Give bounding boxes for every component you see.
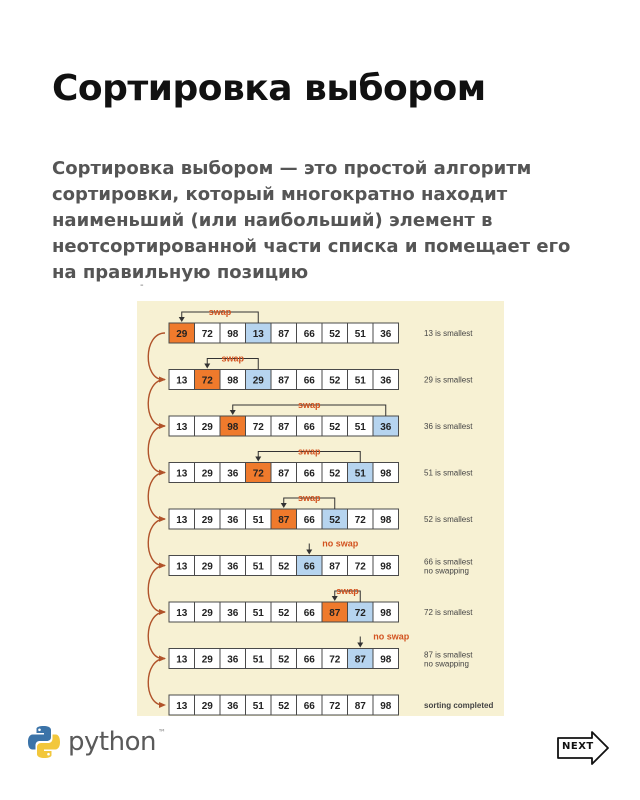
- cell-value: 29: [201, 468, 213, 480]
- cell-value: 51: [252, 654, 264, 666]
- cell-value: 87: [354, 701, 366, 712]
- row-note: sorting completed: [424, 701, 494, 710]
- row-note: 51 is smallest: [424, 468, 473, 478]
- cell-value: 72: [329, 701, 341, 712]
- cell-value: 13: [176, 422, 188, 433]
- cell-value: 29: [201, 608, 213, 619]
- cell-value: 66: [303, 608, 315, 619]
- swap-label: swap: [208, 307, 232, 317]
- cell-value: 29: [201, 654, 213, 666]
- cell-value: 36: [380, 329, 392, 340]
- swap-label: swap: [297, 400, 321, 410]
- cell-value: 52: [278, 561, 290, 573]
- cell-value: 29: [176, 329, 188, 340]
- swap-arrowhead: [204, 364, 210, 369]
- cell-value: 66: [303, 422, 315, 433]
- description-paragraph: Сортировка выбором — это простой алгоритм сортировки, который многократно находит наименьший (или наибольший) элемент в неотсортированной части списка и помещает его на правильную позицию: [52, 158, 571, 283]
- cell-value: 87: [278, 375, 290, 387]
- cell-value: 51: [252, 701, 264, 712]
- cell-value: 72: [354, 561, 366, 573]
- cell-value: 98: [227, 329, 239, 340]
- swap-label: swap: [221, 353, 245, 364]
- noswap-label: no swap: [322, 538, 359, 549]
- cell-value: 52: [329, 468, 341, 480]
- cell-value: 98: [380, 561, 392, 573]
- row-note: no swapping: [424, 566, 469, 576]
- cell-value: 29: [201, 701, 213, 712]
- cell-value: 87: [278, 329, 290, 340]
- python-wordmark: python: [68, 727, 156, 757]
- noswap-arrowhead: [357, 643, 363, 648]
- row-connector: [148, 426, 165, 473]
- cell-value: 29: [252, 375, 264, 387]
- row-connector: [148, 519, 165, 566]
- selection-sort-diagram: [137, 301, 504, 716]
- cell-value: 29: [201, 422, 213, 433]
- cell-value: 52: [278, 701, 290, 712]
- cell-value: 72: [201, 375, 213, 387]
- python-logo: [26, 724, 166, 760]
- row-connector: [148, 659, 165, 706]
- cell-value: 29: [201, 515, 213, 526]
- cell-value: 13: [252, 329, 264, 340]
- cell-value: 66: [303, 654, 315, 666]
- cell-value: 36: [227, 654, 239, 666]
- row-connector: [148, 380, 165, 427]
- cell-value: 13: [176, 515, 188, 526]
- row-connector: [148, 612, 165, 659]
- row-note: 87 is smallest: [424, 650, 473, 660]
- cell-value: 36: [380, 375, 392, 387]
- cell-value: 87: [278, 422, 290, 433]
- cell-value: 36: [227, 561, 239, 573]
- cell-value: 13: [176, 701, 188, 712]
- cell-value: 52: [329, 422, 341, 433]
- cell-value: 72: [252, 468, 264, 480]
- swap-arrowhead: [255, 457, 261, 462]
- swap-label: swap: [297, 493, 321, 503]
- cell-value: 52: [278, 608, 290, 619]
- cell-value: 13: [176, 561, 188, 573]
- swap-label: swap: [336, 586, 359, 596]
- page-title: Сортировка выбором: [52, 68, 486, 109]
- cell-value: 87: [278, 468, 290, 480]
- row-connector: [148, 566, 165, 613]
- cell-value: 51: [354, 329, 366, 340]
- cell-value: 66: [303, 561, 315, 573]
- cell-value: 13: [176, 375, 188, 387]
- cell-value: 98: [380, 654, 392, 666]
- diagram-canvas: [137, 301, 504, 716]
- cell-value: 98: [227, 375, 239, 387]
- swap-label: swap: [297, 446, 321, 457]
- cell-value: 87: [278, 515, 290, 526]
- cell-value: 13: [176, 468, 188, 480]
- cell-value: 51: [252, 608, 264, 619]
- cell-value: 66: [303, 468, 315, 480]
- noswap-arrowhead: [306, 550, 312, 555]
- row-note: 66 is smallest: [424, 557, 473, 567]
- row-connector: [148, 473, 165, 520]
- cell-value: 98: [380, 701, 392, 712]
- cell-value: 36: [380, 422, 392, 433]
- next-label: NEXT: [562, 741, 594, 752]
- row-connector: [148, 333, 165, 380]
- row-connector-arrow: [159, 702, 166, 708]
- cell-value: 52: [329, 329, 341, 340]
- row-note: 29 is smallest: [424, 375, 473, 385]
- cell-value: 87: [329, 608, 341, 619]
- cell-value: 36: [227, 701, 239, 712]
- cell-value: 87: [354, 654, 366, 666]
- cell-value: 66: [303, 515, 315, 526]
- swap-arrowhead: [179, 317, 185, 322]
- row-note: no swapping: [424, 659, 469, 669]
- cell-value: 66: [303, 701, 315, 712]
- cell-value: 66: [303, 375, 315, 387]
- cell-value: 72: [354, 515, 366, 526]
- cell-value: 72: [201, 329, 213, 340]
- cell-value: 52: [329, 515, 341, 526]
- cell-value: 72: [354, 608, 366, 619]
- cell-value: 51: [354, 422, 366, 433]
- row-note: 36 is smallest: [424, 422, 473, 431]
- cell-value: 72: [252, 422, 264, 433]
- cell-value: 87: [329, 561, 341, 573]
- cell-value: 29: [201, 561, 213, 573]
- cell-value: 51: [354, 468, 366, 480]
- cell-value: 13: [176, 608, 188, 619]
- tick-mark: -: [140, 280, 144, 291]
- swap-arrowhead: [281, 503, 287, 508]
- cell-value: 36: [227, 468, 239, 480]
- python-snake-icon: [26, 724, 62, 760]
- cell-value: 51: [252, 561, 264, 573]
- row-note: 13 is smallest: [424, 329, 473, 338]
- cell-value: 13: [176, 654, 188, 666]
- next-button[interactable]: [556, 730, 610, 766]
- cell-value: 52: [278, 654, 290, 666]
- cell-value: 98: [380, 515, 392, 526]
- cell-value: 52: [329, 375, 341, 387]
- cell-value: 98: [380, 468, 392, 480]
- cell-value: 36: [227, 515, 239, 526]
- cell-value: 51: [354, 375, 366, 387]
- row-note: 72 is smallest: [424, 608, 473, 617]
- cell-value: 51: [252, 515, 264, 526]
- cell-value: 36: [227, 608, 239, 619]
- swap-arrowhead: [230, 410, 236, 415]
- cell-value: 72: [329, 654, 341, 666]
- row-note: 52 is smallest: [424, 515, 473, 524]
- cell-value: 98: [227, 422, 239, 433]
- cell-value: 66: [303, 329, 315, 340]
- trademark-symbol: ™: [157, 728, 166, 737]
- noswap-label: no swap: [373, 631, 410, 642]
- cell-value: 98: [380, 608, 392, 619]
- swap-arrowhead: [332, 596, 338, 601]
